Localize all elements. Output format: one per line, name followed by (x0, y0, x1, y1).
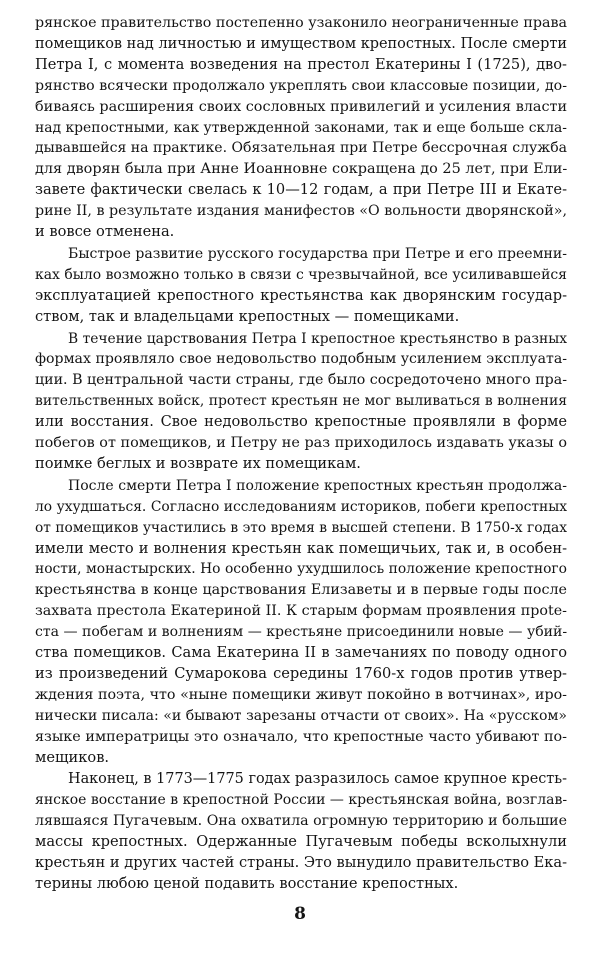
text-line: помещиков над личностью и имуществом крепостных. После смерти (35, 35, 567, 52)
text-line: ста — побегам и волнениям — крестьяне присоединили новые — убий- (35, 624, 567, 641)
text-line: После смерти Петра I положение крепостных крестьян продолжа- (68, 477, 567, 494)
text-line: рянское правительство постепенно узаконило неограниченные права (35, 15, 567, 31)
text-line: рянство всячески продолжало укреплять свои классовые позиции, до- (35, 77, 567, 94)
text-line: ках было возможно только в связи с чрезвычайной, все усиливавшейся (35, 266, 567, 283)
text-line: от помещиков участились в это время в высшей степени. В 1750-х годах (35, 519, 567, 536)
page-number: 8 (294, 904, 306, 924)
text-line: Петра I, с момента возведения на престол Екатерины I (1725), дво- (35, 55, 567, 73)
text-line: ством, так и владельцами крепостных — помещиками. (35, 307, 460, 325)
text-line: языке императрицы это означало, что крепостные часто убивают по- (35, 728, 567, 745)
text-line: крестьянства в конце царствования Елизаветы и в первые годы после (35, 582, 567, 599)
text-line: из произведений Сумарокова середины 1760-х годов против утвер- (35, 664, 567, 682)
text-line: янское восстание в крепостной России — крестьянская война, возглав- (35, 792, 567, 809)
text-line: побегов от помещиков, и Петру не раз приходилось издавать указы о (35, 435, 567, 451)
text-line: поимке беглых и возврате их помещикам. (35, 454, 361, 472)
text-line: ции. В центральной части страны, где было сосредоточено много пра- (35, 372, 567, 389)
text-line: В течение царствования Петра I крепостное крестьянство в разных (68, 330, 567, 347)
text-line: захвата престола Екатериной II. К старым формам проявления прote- (35, 603, 567, 620)
text-line: биваясь расширения своих сословных привилегий и усиления власти (35, 98, 567, 115)
text-line: массы крепостных. Одержанные Пугачевым победы всколыхнули (35, 833, 567, 851)
text-line: нически писала: «и бывают зарезаны отчасти от своих». На «русском» (35, 707, 567, 724)
text-line: Наконец, в 1773—1775 годах разразилось самое крупное кресть- (68, 771, 567, 788)
text-line: формах проявляло свое недовольство подобным усилением эксплуата- (35, 351, 567, 368)
text-line: терины любою ценой подавить восстание крепостных. (35, 874, 459, 892)
text-line: дывавшейся на практике. Обязательная при Петре бессрочная служба (35, 140, 567, 157)
text-line: для дворян была при Анне Иоанновне сокращена до 25 лет, при Ели- (35, 161, 567, 178)
text-line: эксплуатацией крепостного крестьянства как дворянским государ- (35, 286, 567, 304)
text-line: мещиков. (35, 748, 110, 766)
text-line: над крепостными, как утвержденной законами, так и еще больше скла- (35, 119, 567, 136)
text-line: ждения поэта, что «ныне помещики живут покойно в вотчинах», иро- (35, 686, 567, 703)
text-line: рине II, в результате издания манифестов «О вольности дворянской», (35, 203, 567, 220)
text-line: крестьян и других частей страны. Это вынудило правительство Ека- (35, 854, 567, 871)
text-line: Быстрое развитие русского государства при Петре и его преемни- (68, 245, 567, 262)
text-line: ло ухудшаться. Согласно исследованиям историков, побеги крепостных (35, 498, 567, 515)
text-line: ности, монастырских. Но особенно ухудшилось положение крепостного (35, 561, 567, 578)
text-line: завете фактически свелась к 10—12 годам, а при Петре III и Екате- (35, 181, 567, 199)
text-line: или восстания. Свое недовольство крепостные проявляли в форме (35, 413, 567, 431)
text-line: ства помещиков. Сама Екатерина II в замечаниях по поводу одного (35, 644, 567, 661)
text-line: лявшаяся Пугачевым. Она охватила огромную территорию и большие (35, 813, 567, 830)
text-line: имели место и волнения крестьян как помещичьих, так и, в особен- (35, 539, 567, 557)
text-line: вительственных войск, протест крестьян не мог выливаться в волнения (35, 393, 567, 410)
text-line: и вовсе отменена. (35, 223, 175, 240)
